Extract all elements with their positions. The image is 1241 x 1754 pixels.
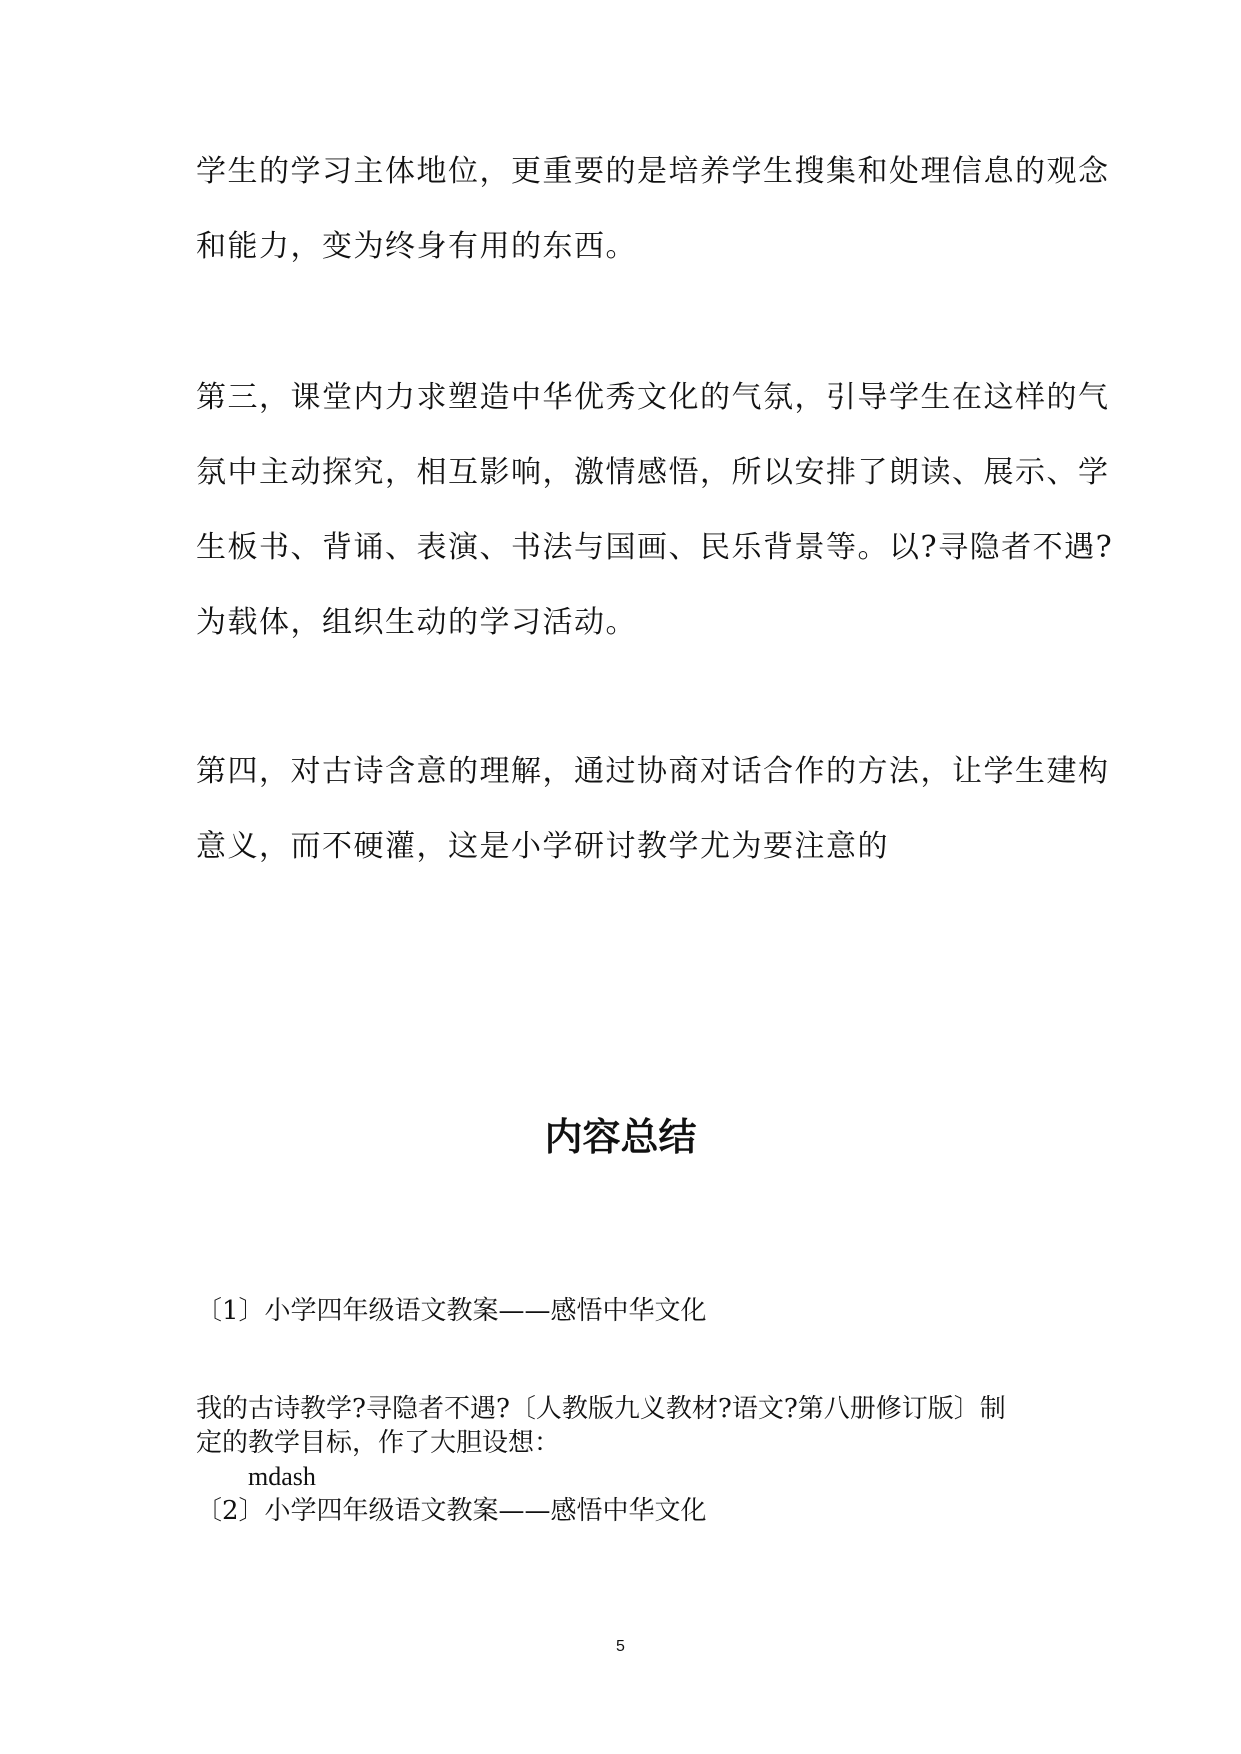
summary-title: 内容总结	[544, 1115, 697, 1159]
body-line-2: 和能力，变为终身有用的东西。	[196, 229, 637, 264]
body-line-7: 第四，对古诗含意的理解，通过协商对话合作的方法，让学生建构	[196, 754, 1110, 789]
body-line-3: 第三，课堂内力求塑造中华优秀文化的气氛，引导学生在这样的气	[196, 380, 1110, 415]
summary-mdash-text: mdash	[248, 1462, 316, 1491]
body-line-4: 氛中主动探究，相互影响，激情感悟，所以安排了朗读、展示、学	[196, 455, 1110, 490]
body-line-8: 意义，而不硬灌，这是小学研讨教学尤为要注意的	[196, 829, 889, 864]
summary-item-2: 〔2〕小学四年级语文教案——感悟中华文化	[196, 1496, 707, 1526]
page-number: 5	[616, 1638, 625, 1655]
body-line-5: 生板书、背诵、表演、书法与国画、民乐背景等。以?寻隐者不遇?	[196, 530, 1114, 565]
summary-paragraph-line-1: 我的古诗教学?寻隐者不遇?〔人教版九义教材?语文?第八册修订版〕制	[196, 1394, 1006, 1424]
body-line-1: 学生的学习主体地位，更重要的是培养学生搜集和处理信息的观念	[196, 154, 1110, 189]
summary-paragraph-line-2: 定的教学目标，作了大胆设想：	[196, 1428, 561, 1458]
summary-item-1: 〔1〕小学四年级语文教案——感悟中华文化	[196, 1296, 707, 1326]
body-line-6: 为载体，组织生动的学习活动。	[196, 605, 637, 640]
